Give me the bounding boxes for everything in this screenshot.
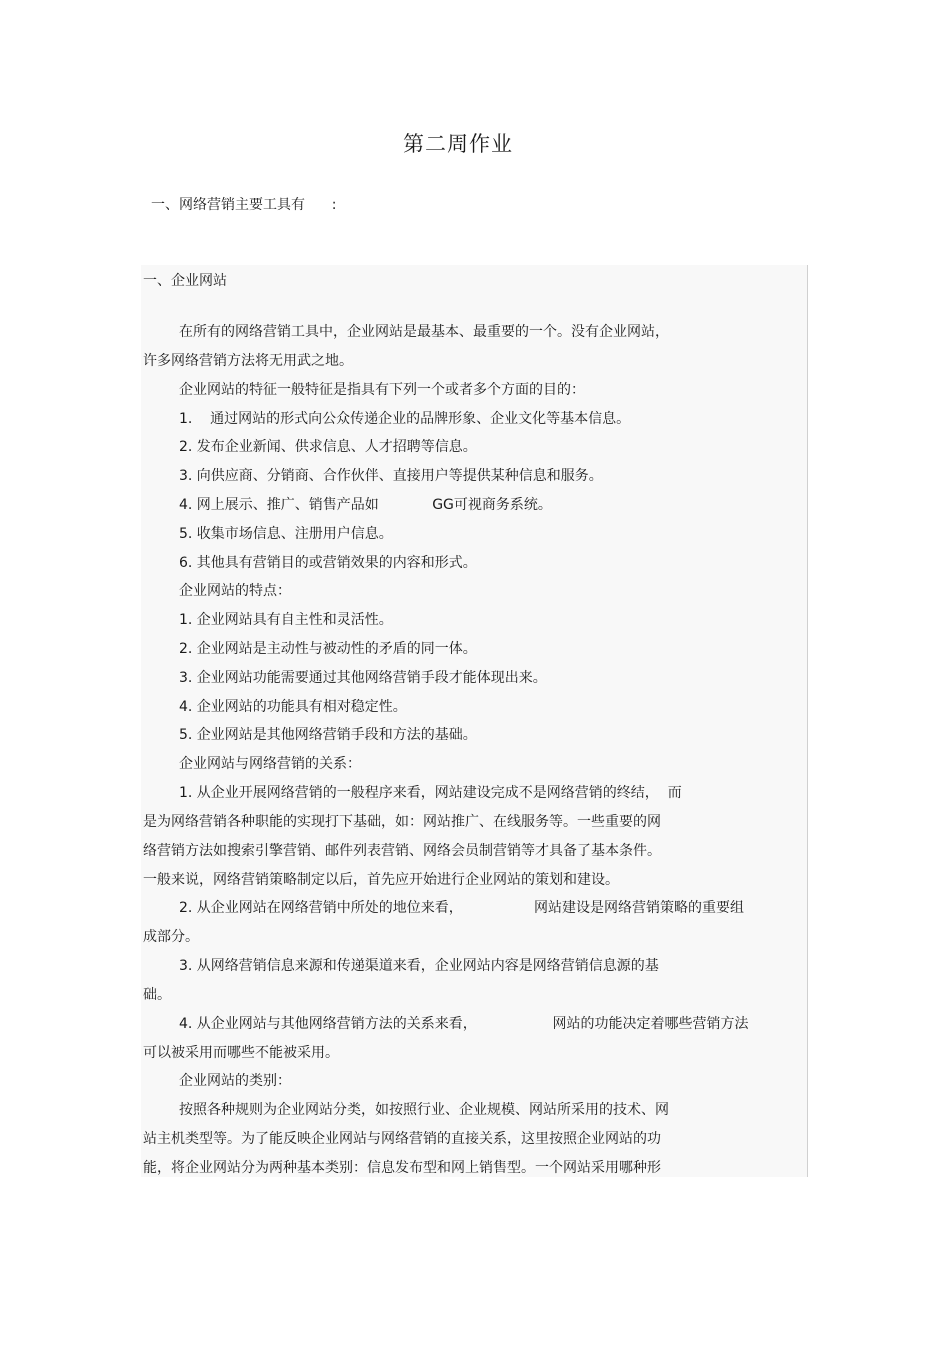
paragraph-line: 站主机类型等。为了能反映企业网站与网络营销的直接关系，这里按照企业网站的功 bbox=[143, 1131, 661, 1147]
paragraph-line: 能，将企业网站分为两种基本类别：信息发布型和网上销售型。一个网站采用哪种形 bbox=[143, 1160, 661, 1176]
list-item: 6. 其他具有营销目的或营销效果的内容和形式。 bbox=[179, 555, 477, 571]
paragraph-line: 可以被采用而哪些不能被采用。 bbox=[143, 1045, 339, 1061]
section-heading: 一、网络营销主要工具有 : bbox=[151, 197, 337, 213]
list-item: 1. 从企业开展网络营销的一般程序来看，网站建设完成不是网络营销的终结， 而 bbox=[179, 785, 682, 801]
list-item: 3. 企业网站功能需要通过其他网络营销手段才能体现出来。 bbox=[179, 670, 547, 686]
list-item: 4. 企业网站的功能具有相对稳定性。 bbox=[179, 699, 407, 715]
content-box bbox=[141, 265, 808, 1177]
list-item: 5. 收集市场信息、注册用户信息。 bbox=[179, 526, 393, 542]
paragraph-line: 础。 bbox=[143, 987, 171, 1003]
list-item: 3. 向供应商、分销商、合作伙伴、直接用户等提供某种信息和服务。 bbox=[179, 468, 603, 484]
list-item: 4. 从企业网站与其他网络营销方法的关系来看， 网站的功能决定着哪些营销方法 bbox=[179, 1016, 749, 1032]
paragraph-line: 企业网站的类别： bbox=[179, 1073, 291, 1089]
section-label: 一、企业网站 bbox=[143, 273, 227, 289]
list-item: 2. 企业网站是主动性与被动性的矛盾的同一体。 bbox=[179, 641, 477, 657]
paragraph-line: 成部分。 bbox=[143, 929, 199, 945]
paragraph-line: 按照各种规则为企业网站分类，如按照行业、企业规模、网站所采用的技术、网 bbox=[179, 1102, 669, 1118]
paragraph-line: 在所有的网络营销工具中，企业网站是最基本、最重要的一个。没有企业网站， bbox=[179, 324, 669, 340]
paragraph-line: 企业网站的特征一般特征是指具有下列一个或者多个方面的目的： bbox=[179, 382, 585, 398]
list-item: 1. 企业网站具有自主性和灵活性。 bbox=[179, 612, 393, 628]
paragraph-line: 络营销方法如搜索引擎营销、邮件列表营销、网络会员制营销等才具备了基本条件。 bbox=[143, 843, 661, 859]
list-item: 3. 从网络营销信息来源和传递渠道来看，企业网站内容是网络营销信息源的基 bbox=[179, 958, 659, 974]
list-item: 4. 网上展示、推广、销售产品如 GG可视商务系统。 bbox=[179, 497, 552, 513]
list-item: 2. 从企业网站在网络营销中所处的地位来看， 网站建设是网络营销策略的重要组 bbox=[179, 900, 745, 916]
list-item: 5. 企业网站是其他网络营销手段和方法的基础。 bbox=[179, 727, 477, 743]
list-item: 1. 通过网站的形式向公众传递企业的品牌形象、企业文化等基本信息。 bbox=[179, 411, 631, 427]
list-item: 2. 发布企业新闻、供求信息、人才招聘等信息。 bbox=[179, 439, 477, 455]
page-title: 第二周作业 bbox=[403, 132, 513, 156]
paragraph-line: 企业网站与网络营销的关系： bbox=[179, 756, 361, 772]
paragraph-line: 是为网络营销各种职能的实现打下基础，如：网站推广、在线服务等。一些重要的网 bbox=[143, 814, 661, 830]
paragraph-line: 一般来说，网络营销策略制定以后，首先应开始进行企业网站的策划和建设。 bbox=[143, 872, 619, 888]
paragraph-line: 企业网站的特点： bbox=[179, 583, 291, 599]
paragraph-line: 许多网络营销方法将无用武之地。 bbox=[143, 353, 353, 369]
